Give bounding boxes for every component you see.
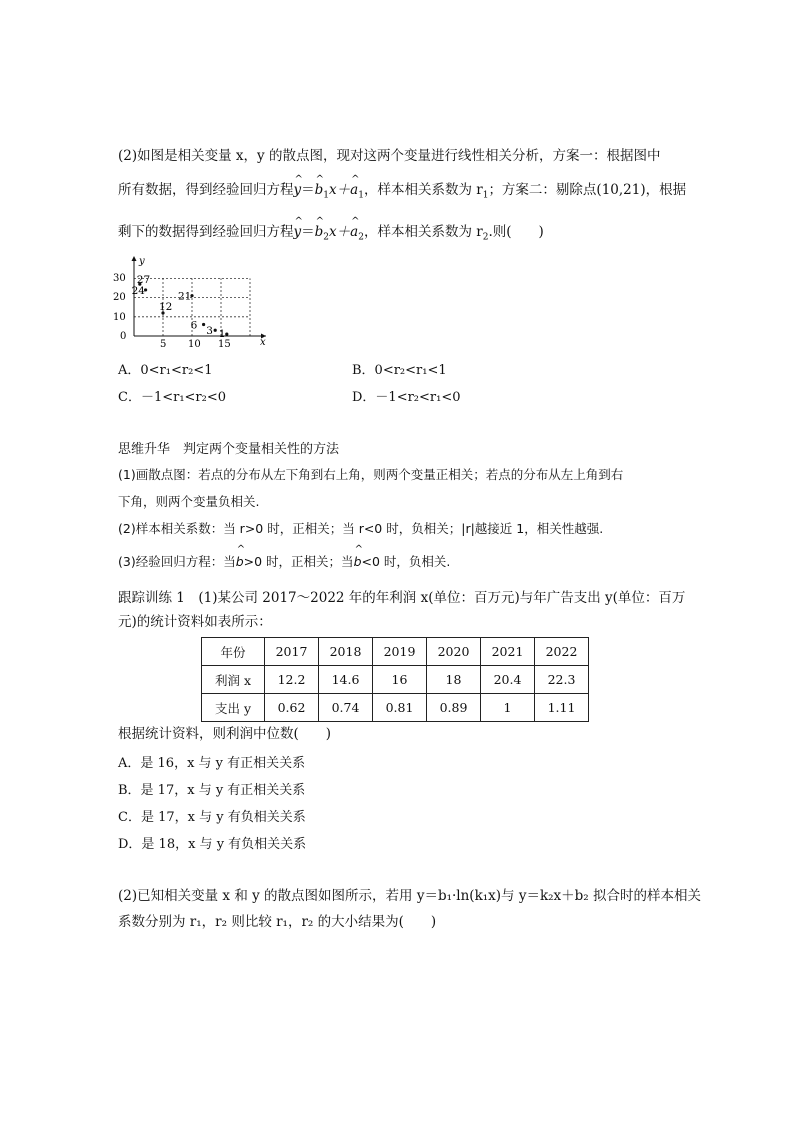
q2-option-d[interactable]: D．－1<r₂<r₁<0 bbox=[352, 390, 461, 405]
equals: ＝ bbox=[301, 182, 315, 198]
subscript: 2 bbox=[482, 232, 489, 243]
table-cell: 18 bbox=[427, 666, 481, 694]
track-q2-line-2: 系数分别为 r₁，r₂ 则比较 r₁，r₂ 的大小结果为( ) bbox=[118, 914, 437, 930]
subscript: 1 bbox=[358, 190, 364, 201]
method-title: 思维升华 判定两个变量相关性的方法 bbox=[118, 442, 340, 457]
table-cell: 2018 bbox=[319, 638, 373, 666]
table-row bbox=[202, 638, 589, 666]
q2-line-3-text-b: ，样本相关系数为 r bbox=[363, 224, 483, 240]
y-hat: ^ y bbox=[294, 181, 302, 199]
a-hat: ^ a bbox=[350, 223, 358, 241]
y-axis-label: y bbox=[139, 256, 145, 267]
track-line-2: 元)的统计资料如表所示： bbox=[118, 614, 272, 630]
table-cell: 1.11 bbox=[535, 694, 589, 722]
method-p2: (2)样本相关系数：当 r>0 时，正相关；当 r<0 时，负相关；|r|越接近 1，相关性越强. bbox=[118, 521, 604, 536]
method-p3-text: (3)经验回归方程：当 bbox=[118, 554, 236, 569]
table-cell: 利润 x bbox=[202, 666, 265, 694]
table-cell: 20.4 bbox=[481, 666, 535, 694]
method-p3-text-b: >0 时，正相关；当 bbox=[243, 554, 354, 569]
y-tick-30: 30 bbox=[113, 273, 126, 284]
method-p1-line-1: (1)画散点图：若点的分布从左下角到右上角，则两个变量正相关；若点的分布从左上角到右 bbox=[118, 467, 624, 482]
table-cell: 14.6 bbox=[319, 666, 373, 694]
data-point bbox=[225, 332, 228, 335]
point-layer bbox=[132, 274, 229, 340]
equals: ＝ bbox=[301, 224, 315, 240]
track-option-d[interactable]: D．是 18，x 与 y 有负相关关系 bbox=[118, 837, 307, 852]
q2-line-3-text-c: .则( ) bbox=[488, 224, 544, 240]
point-label: 12 bbox=[159, 300, 173, 313]
table-cell: 2019 bbox=[373, 638, 427, 666]
q2-line-2-text: 所有数据，得到经验回归方程 bbox=[118, 182, 294, 198]
table-cell: 0.89 bbox=[427, 694, 481, 722]
q2-line-3-text: 剩下的数据得到经验回归方程 bbox=[118, 224, 294, 240]
x-plus: x＋ bbox=[329, 182, 351, 198]
x-axis-label: x bbox=[260, 337, 266, 348]
q2-line-2-text-b: ，样本相关系数为 r bbox=[363, 182, 483, 198]
b-hat: ^ b bbox=[236, 554, 244, 569]
q2-line-1: (2)如图是相关变量 x，y 的散点图，现对这两个变量进行线性相关分析，方案一：根据图中 bbox=[118, 148, 661, 164]
y-hat: ^ y bbox=[294, 223, 302, 241]
point-label: 1 bbox=[218, 328, 226, 341]
table-cell: 12.2 bbox=[265, 666, 319, 694]
table-cell: 支出 y bbox=[202, 694, 265, 722]
track-option-a[interactable]: A．是 16，x 与 y 有正相关关系 bbox=[118, 756, 306, 771]
q2-option-b[interactable]: B．0<r₂<r₁<1 bbox=[352, 363, 447, 378]
x-tick-15: 15 bbox=[218, 339, 231, 350]
y-tick-10: 10 bbox=[113, 312, 126, 323]
subscript: 1 bbox=[482, 190, 489, 201]
table-row bbox=[202, 666, 589, 694]
table-cell: 2017 bbox=[265, 638, 319, 666]
point-label: 24 bbox=[131, 284, 145, 297]
data-point bbox=[214, 329, 217, 332]
track-line-1: 跟踪训练 1 (1)某公司 2017～2022 年的年利润 x(单位：百万元)与年广告支出 y(单位：百万 bbox=[118, 590, 686, 606]
b-hat: ^ b bbox=[315, 223, 324, 241]
table-cell: 0.81 bbox=[373, 694, 427, 722]
table-cell: 1 bbox=[481, 694, 535, 722]
x-plus: x＋ bbox=[329, 224, 351, 240]
table-cell: 2020 bbox=[427, 638, 481, 666]
data-point bbox=[202, 323, 205, 326]
b-hat: ^ b bbox=[354, 554, 362, 569]
table-cell: 0.62 bbox=[265, 694, 319, 722]
scatter-plot bbox=[112, 254, 282, 350]
profit-table bbox=[201, 637, 589, 722]
subscript: 1 bbox=[323, 190, 330, 201]
point-label: 27 bbox=[136, 274, 151, 287]
method-p3 bbox=[118, 552, 450, 570]
table-row bbox=[202, 694, 589, 722]
table-cell: 16 bbox=[373, 666, 427, 694]
y-axis-arrow bbox=[132, 256, 137, 261]
q2-line-3 bbox=[118, 223, 544, 247]
x-tick-5: 5 bbox=[160, 339, 167, 350]
point-label: 21 bbox=[178, 290, 192, 303]
table-cell: 2021 bbox=[481, 638, 535, 666]
subscript: 2 bbox=[358, 232, 364, 243]
a-hat: ^ a bbox=[350, 181, 358, 199]
method-p3-text-c: <0 时，负相关. bbox=[361, 554, 451, 569]
y-tick-0: 0 bbox=[120, 331, 127, 342]
table-cell: 22.3 bbox=[535, 666, 589, 694]
x-tick-10: 10 bbox=[188, 339, 201, 350]
method-p1-line-2: 下角，则两个变量负相关. bbox=[118, 494, 260, 509]
table-cell: 年份 bbox=[202, 638, 265, 666]
track-option-c[interactable]: C．是 17，x 与 y 有负相关关系 bbox=[118, 810, 306, 825]
subscript: 2 bbox=[323, 232, 330, 243]
table-cell: 0.74 bbox=[319, 694, 373, 722]
point-label: 6 bbox=[190, 319, 198, 332]
q2-line-2-text-c: ；方案二：剔除点(10,21)，根据 bbox=[488, 182, 687, 198]
q2-line-2 bbox=[118, 181, 686, 205]
q2-option-a[interactable]: A．0<r₁<r₂<1 bbox=[118, 363, 213, 378]
b-hat: ^ b bbox=[315, 181, 324, 199]
point-label: 3 bbox=[206, 325, 213, 338]
y-tick-20: 20 bbox=[113, 292, 126, 303]
track-q2-line-1: (2)已知相关变量 x 和 y 的散点图如图所示，若用 y＝b₁·ln(k₁x)与 y＝k₂x＋b₂ 拟合时的样本相关 bbox=[118, 888, 702, 904]
track-question: 根据统计资料，则利润中位数( ) bbox=[118, 726, 332, 742]
q2-option-c[interactable]: C．－1<r₁<r₂<0 bbox=[118, 390, 227, 405]
track-option-b[interactable]: B．是 17，x 与 y 有正相关关系 bbox=[118, 783, 306, 798]
table-cell: 2022 bbox=[535, 638, 589, 666]
